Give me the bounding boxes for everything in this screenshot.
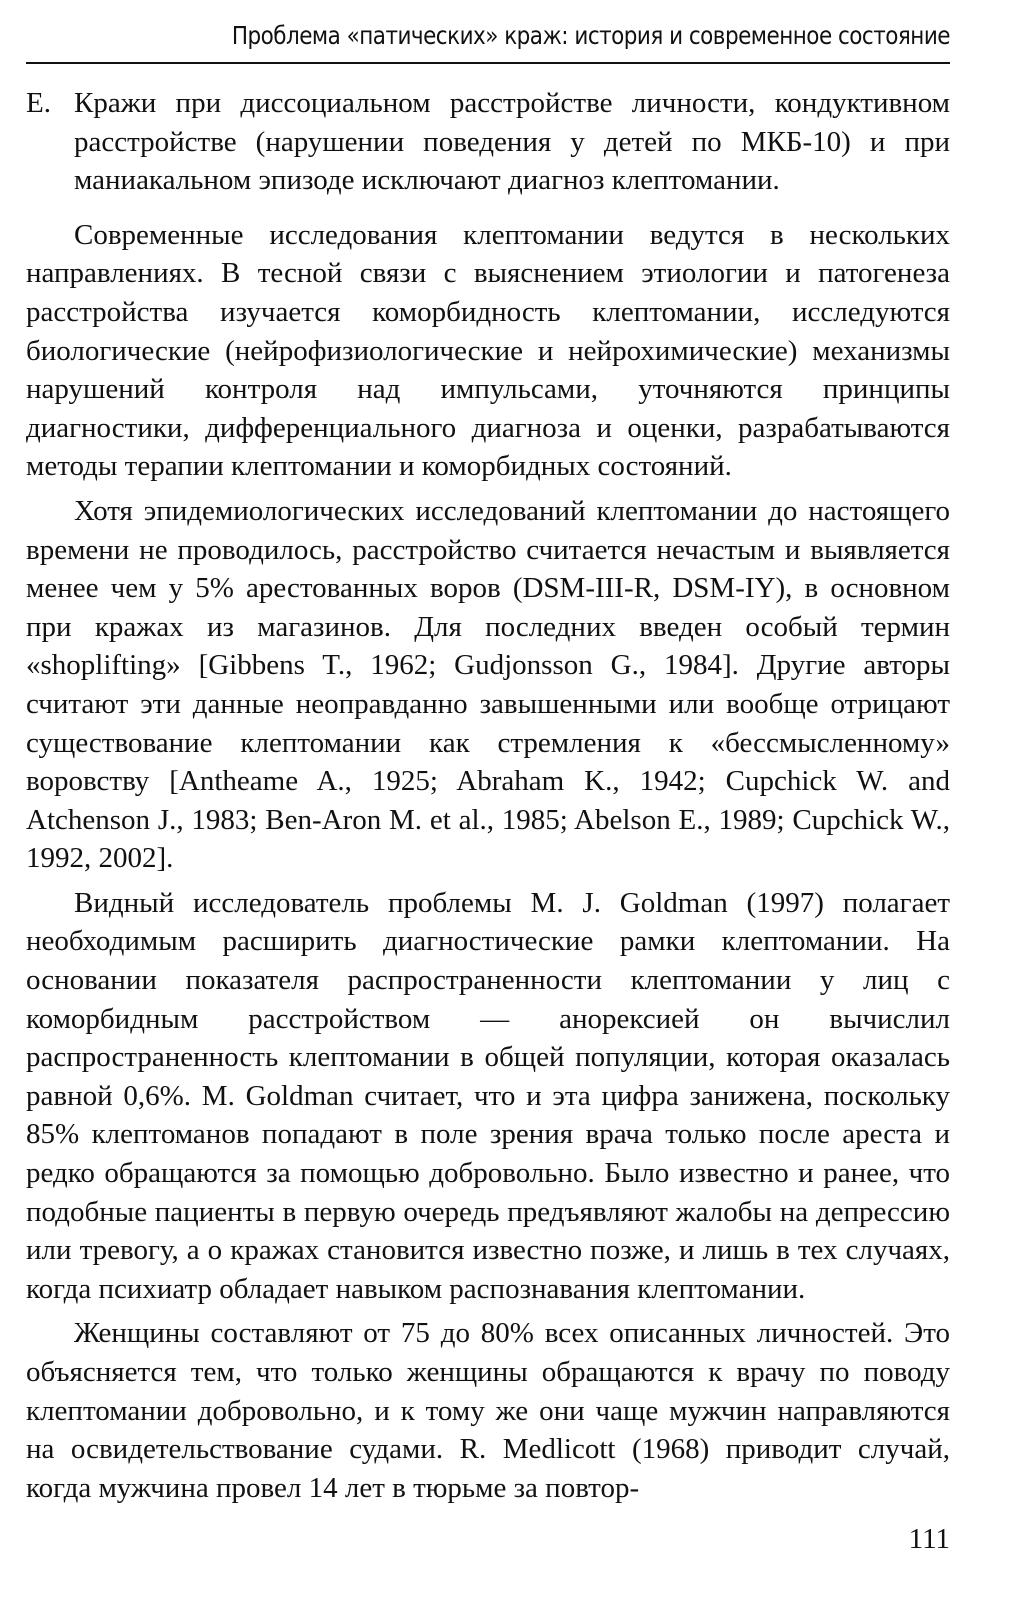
- book-page: [26, 0, 950, 1600]
- criterion-e-marker: Е.: [26, 87, 51, 119]
- running-head: Проблема «патических» краж: история и современное состояние: [231, 21, 951, 50]
- paragraph-women: Женщины составляют от 75 до 80% всех описанных личностей. Это объясняется тем, что только женщины обращаются к врачу по поводу клептомании добровольно, и к тому же они чаще мужчин направляются на освидетельствование судами. R. Medlicott (1968) приводит случай, когда мужчина провел 14 лет в тюрьме за повтор-: [26, 1317, 950, 1504]
- paragraph-epidemiology: Хотя эпидемиологических исследований клептомании до настоящего времени не проводилось, расстройство считается нечастым и выявляется менее чем у 5% арестованных воров (DSM-III-R, DSM-IY), в основном при кражах из магазинов. Для последних введен особый термин «shoplifting» [Gibbens T., 1962; Gudjonsson G., 1984]. Другие авторы считают эти данные неоправданно завышенными или вообще отрицают существование клептомании как стремления к «бессмысленному» воровству [Antheame A., 1925; Abraham K., 1942; Cupchick W. and Atchenson J., 1983; Ben-Aron M. et al., 1985; Abelson E., 1989; Cupchick W., 1992, 2002].: [26, 494, 950, 875]
- header-rule: [26, 62, 950, 64]
- paragraph-research-directions: Современные исследования клептомании ведутся в нескольких направлениях. В тесной связи с выяснением этиологии и патогенеза расстройства изучается коморбидность клептомании, исследуются биологические (нейрофизиологические и нейрохимические) механизмы нарушений контроля над импульсами, уточняются принципы диагностики, дифференциального диагноза и оценки, разрабатываются методы терапии клептомании и коморбидных состояний.: [26, 218, 950, 483]
- page-number: 111: [908, 1523, 950, 1555]
- criterion-e-text: Кражи при диссоциальном расстройстве личности, кондуктивном расстройстве (нарушении поведения у детей по МКБ-10) и при маниакальном эпизоде исключают диагноз клептомании.: [74, 87, 950, 197]
- criterion-e: [26, 84, 950, 200]
- page-body: [26, 84, 950, 1507]
- paragraph-goldman: Видный исследователь проблемы M. J. Goldman (1997) полагает необходимым расширить диагностические рамки клептомании. На основании показателя распространенности клептомании у лиц с коморбидным расстройством — анорексией он вычислил распространенность клептомании в общей популяции, которая оказалась равной 0,6%. M. Goldman считает, что и эта цифра занижена, поскольку 85% клептоманов попадают в поле зрения врача только после ареста и редко обращаются за помощью добровольно. Было известно и ранее, что подобные пациенты в первую очередь предъявляют жалобы на депрессию или тревогу, а о кражах становится известно позже, и лишь в тех случаях, когда психиатр обладает навыком распознавания клептомании.: [26, 886, 950, 1305]
